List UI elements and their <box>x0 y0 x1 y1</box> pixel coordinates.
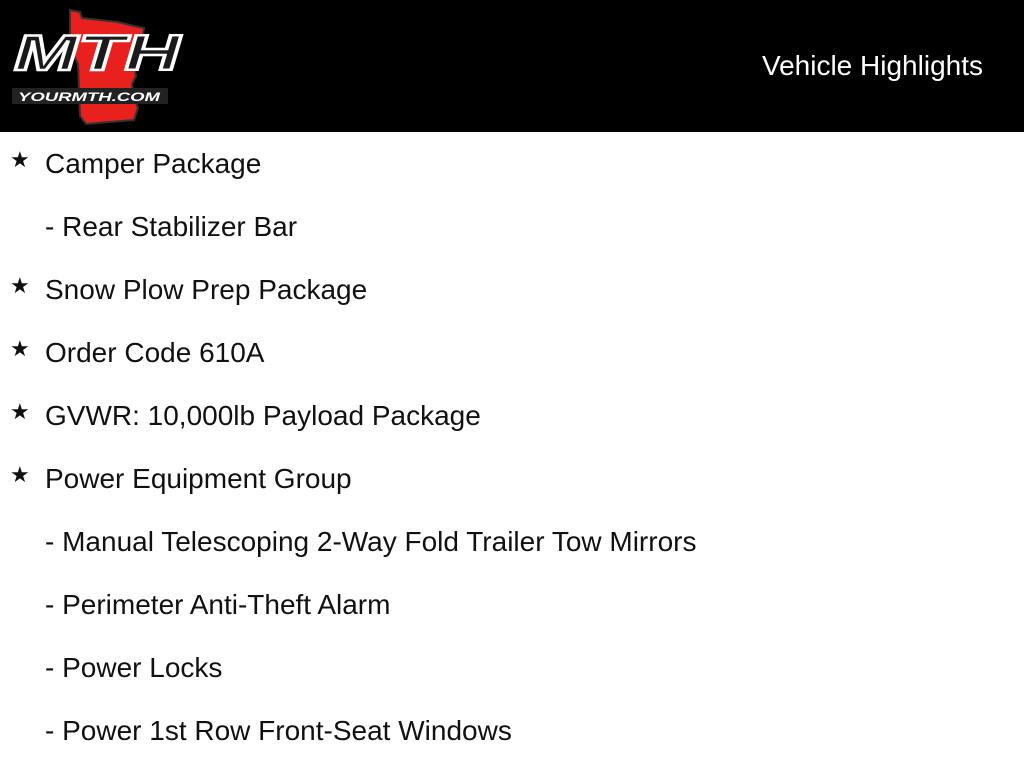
item-text: - Power 1st Row Front-Seat Windows <box>45 715 512 746</box>
feature-item <box>0 333 1000 373</box>
item-text: Power Equipment Group <box>45 463 352 494</box>
page-title: Vehicle Highlights <box>761 50 983 81</box>
star-icon: ★ <box>10 399 30 424</box>
star-icon: ★ <box>10 462 30 487</box>
star-icon: ★ <box>10 336 30 361</box>
item-text: - Power Locks <box>45 652 223 683</box>
sub-feature-item <box>0 648 1000 688</box>
sub-feature-item <box>0 711 1000 751</box>
item-text: GVWR: 10,000lb Payload Package <box>45 400 481 431</box>
star-icon: ★ <box>10 273 30 298</box>
sub-feature-item <box>0 585 1000 625</box>
item-text: Order Code 610A <box>45 337 265 368</box>
sub-feature-item <box>0 207 1000 247</box>
item-text: - Perimeter Anti-Theft Alarm <box>45 589 391 620</box>
logo-subtext: YOURMTH.COM <box>18 90 162 104</box>
item-text: Camper Package <box>45 148 262 179</box>
mth-logo <box>8 4 188 126</box>
logo-text: MTH <box>14 25 182 81</box>
sub-feature-item <box>0 522 1000 562</box>
feature-item <box>0 459 1000 499</box>
item-text: - Rear Stabilizer Bar <box>45 211 298 242</box>
feature-item <box>0 396 1000 436</box>
item-text: - Manual Telescoping 2-Way Fold Trailer Tow Mirrors <box>45 526 697 557</box>
header <box>0 0 1024 132</box>
item-text: Snow Plow Prep Package <box>45 274 368 305</box>
star-icon: ★ <box>10 147 30 172</box>
feature-item <box>0 144 1000 184</box>
feature-item <box>0 270 1000 310</box>
